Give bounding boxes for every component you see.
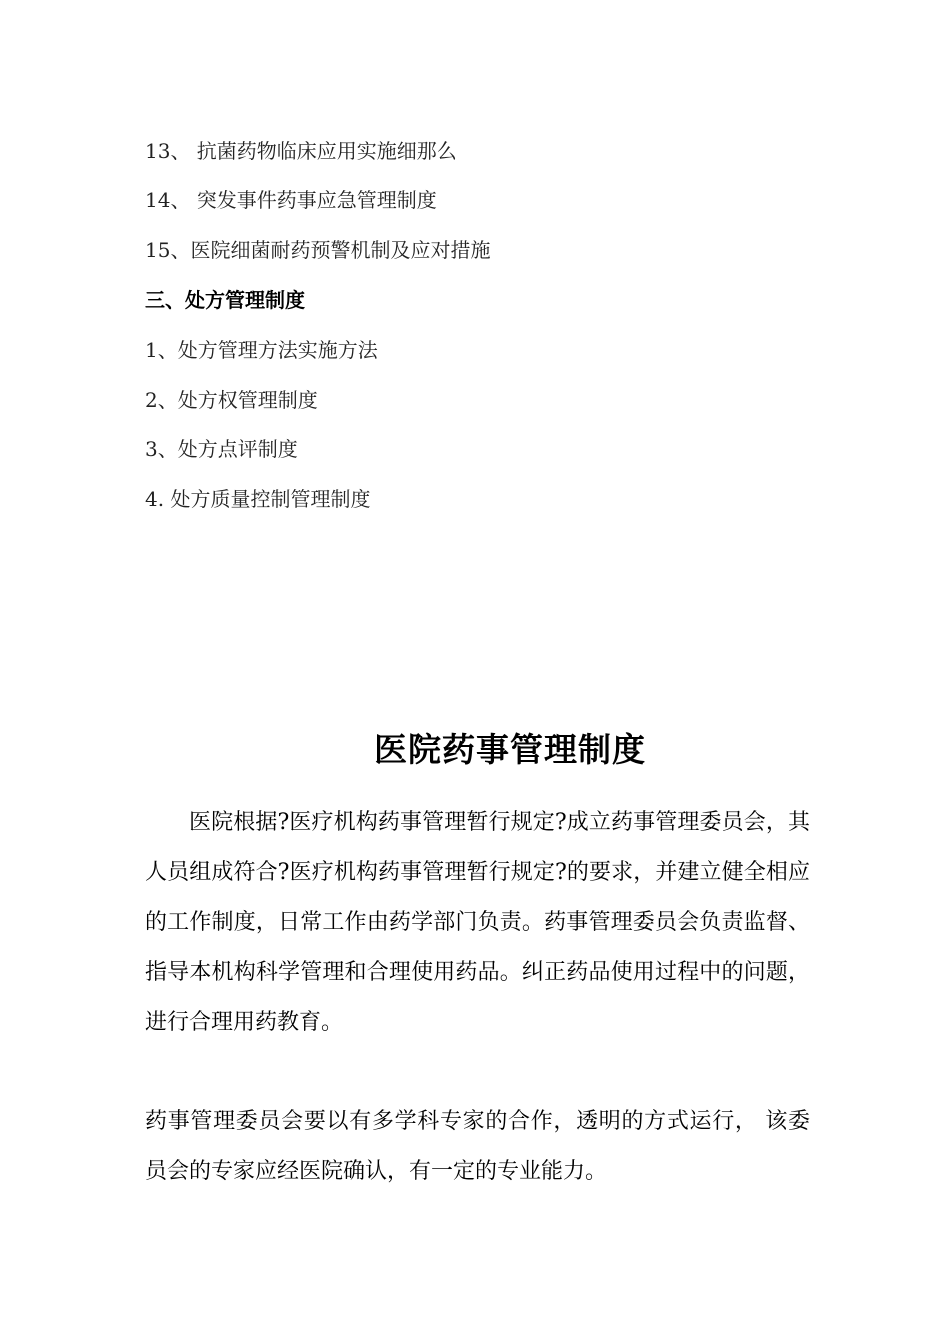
toc-item-2: 2、处方权管理制度	[145, 388, 318, 412]
toc-item-4: 4. 处方质量控制管理制度	[145, 487, 371, 511]
toc-item-13: 13、 抗菌药物临床应用实施细那么	[145, 139, 457, 163]
document-title: 医院药事管理制度	[374, 730, 646, 769]
toc-item-3: 3、处方点评制度	[145, 437, 298, 461]
body-paragraph: 医院根据?医疗机构药事管理暂行规定?成立药事管理委员会，其人员组成符合?医疗机构药事管理暂行规定?的要求，并建立健全相应的工作制度，日常工作由药学部门负责。药事管理委员会负责监督、指导本机构科学管理和合理使用药品。纠正药品使用过程中的问题，进行合理用药教育。	[145, 810, 810, 1035]
body-paragraph: 药事管理委员会要以有多学科专家的合作，透明的方式运行， 该委员会的专家应经医院确认，有一定的专业能力。	[145, 1109, 810, 1184]
toc-item-1: 1、处方管理方法实施方法	[145, 338, 378, 362]
toc-section-heading: 三、处方管理制度	[145, 288, 305, 312]
toc-item-14: 14、 突发事件药事应急管理制度	[145, 188, 437, 212]
toc-item-15: 15、医院细菌耐药预警机制及应对措施	[145, 238, 491, 262]
